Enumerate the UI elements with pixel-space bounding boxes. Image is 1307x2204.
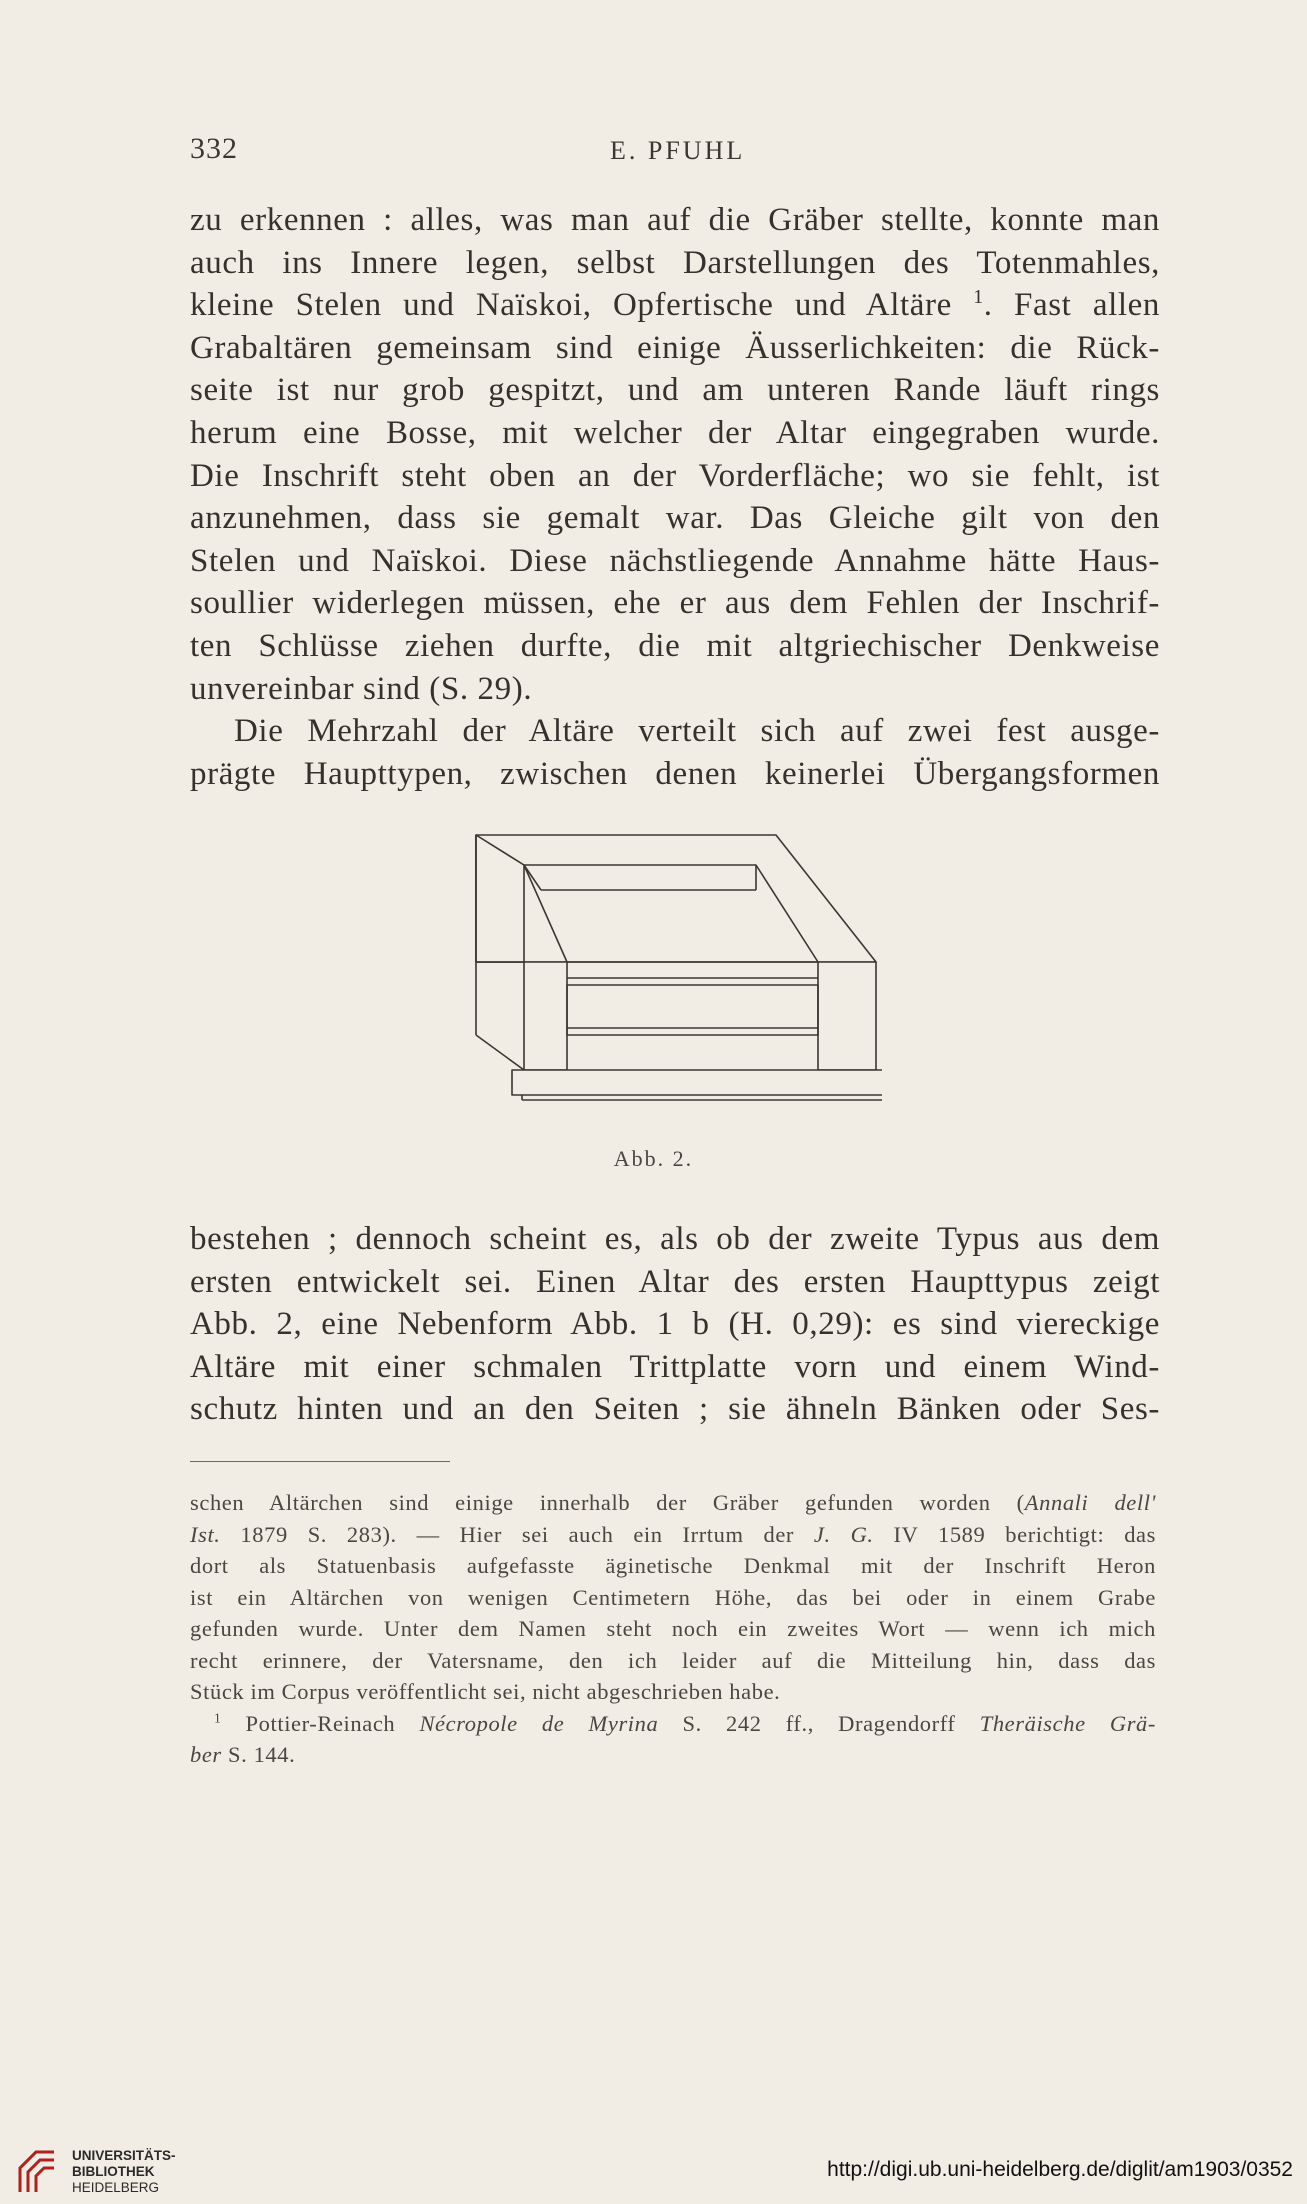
text-line: auch ins Innere legen, selbst Darstellungen des Totenmahles,: [190, 244, 1160, 281]
note-line: dort als Statuenbasis aufgefasste äginetische Denkmal mit der Inschrift Heron: [190, 1553, 1156, 1578]
text-line: soullier widerlegen müssen, ehe er aus dem Fehlen der Inschrif-: [190, 585, 1160, 622]
text-line: Grabaltären gemeinsam sind einige Äusserlichkeiten: die Rück-: [190, 329, 1160, 366]
text-line: unvereinbar sind (S. 29).: [190, 670, 533, 707]
library-logo-icon[interactable]: [14, 2146, 60, 2196]
paragraph-2: [190, 1218, 1160, 1431]
text-line: Die Mehrzahl der Altäre verteilt sich auf zwei fest ausge-: [234, 713, 1160, 750]
note-line: Stück im Corpus veröffentlicht sei, nicht abgeschrieben habe.: [190, 1679, 781, 1704]
library-name: UNIVERSITÄTS- BIBLIOTHEK HEIDELBERG: [72, 2148, 176, 2195]
text-line: prägte Haupttypen, zwischen denen keinerlei Übergangsformen: [190, 755, 1160, 792]
figure-caption: Abb. 2.: [613, 1146, 694, 1171]
text-line: kleine Stelen und Naïskoi, Opfertische und Altäre $^1$. Fast allen: [190, 286, 1160, 324]
paragraph-1: [190, 199, 1160, 795]
note-line: recht erinnere, der Vatersname, den ich leider auf die Mitteilung hin, dass das: [190, 1647, 1156, 1673]
text-line: herum eine Bosse, mit welcher der Altar eingegraben wurde.: [190, 414, 1160, 451]
altar-figure: [462, 830, 882, 1120]
library-footer: [0, 2136, 1307, 2204]
footnote-divider: [190, 1461, 450, 1462]
note-line: ist ein Altärchen von wenigen Centimetern Höhe, das bei oder in einem Grabe: [190, 1584, 1156, 1610]
source-url-link[interactable]: http://digi.ub.uni-heidelberg.de/diglit/am1903/0352: [827, 2158, 1293, 2181]
footnotes: [190, 1487, 1156, 1771]
text-line: Die Inschrift steht oben an der Vorderfläche; wo sie fehlt, ist: [190, 457, 1160, 494]
page-number: 332: [190, 132, 238, 165]
note-line: $^1$ Pottier-Reinach Nécropole de Myrina S. 242 ff., Dragendorff Theräische Grä-: [214, 1710, 1157, 1736]
text-line: Stelen und Naïskoi. Diese nächstliegende Annahme hätte Haus-: [190, 542, 1160, 579]
footnote-ref[interactable]: 1: [973, 286, 984, 309]
text-line: bestehen ; dennoch scheint es, als ob der zweite Typus aus dem: [190, 1221, 1160, 1257]
text-line: ten Schlüsse ziehen durfte, die mit altgriechischer Denkweise: [190, 627, 1160, 664]
text-line: seite ist nur grob gespitzt, und am unteren Rande läuft rings: [190, 372, 1160, 409]
running-head: E. PFUHL: [610, 136, 746, 165]
text-line: ersten entwickelt sei. Einen Altar des ersten Haupttypus zeigt: [190, 1263, 1160, 1300]
note-line: Ist. 1879 S. 283). — Hier sei auch ein Irrtum der J. G. IV 1589 berichtigt: das: [190, 1521, 1157, 1547]
note-line: ber S. 144.: [190, 1742, 296, 1767]
note-line: gefunden wurde. Unter dem Namen steht noch ein zweites Wort — wenn ich mich: [190, 1616, 1156, 1641]
text-line: Abb. 2, eine Nebenform Abb. 1 b (H. 0,29): es sind viereckige: [190, 1306, 1160, 1343]
footnote-number: 1: [214, 1710, 222, 1725]
text-line: schutz hinten und an den Seiten ; sie ähneln Bänken oder Ses-: [190, 1391, 1160, 1428]
page-header: [190, 132, 1170, 172]
text-line: zu erkennen : alles, was man auf die Gräber stellte, konnte man: [190, 202, 1160, 238]
note-line: schen Altärchen sind einige innerhalb der Gräber gefunden worden (Annali dell': [190, 1490, 1156, 1515]
text-line: anzunehmen, dass sie gemalt war. Das Gleiche gilt von den: [190, 500, 1160, 537]
text-line: Altäre mit einer schmalen Trittplatte vorn und einem Wind-: [190, 1348, 1160, 1385]
